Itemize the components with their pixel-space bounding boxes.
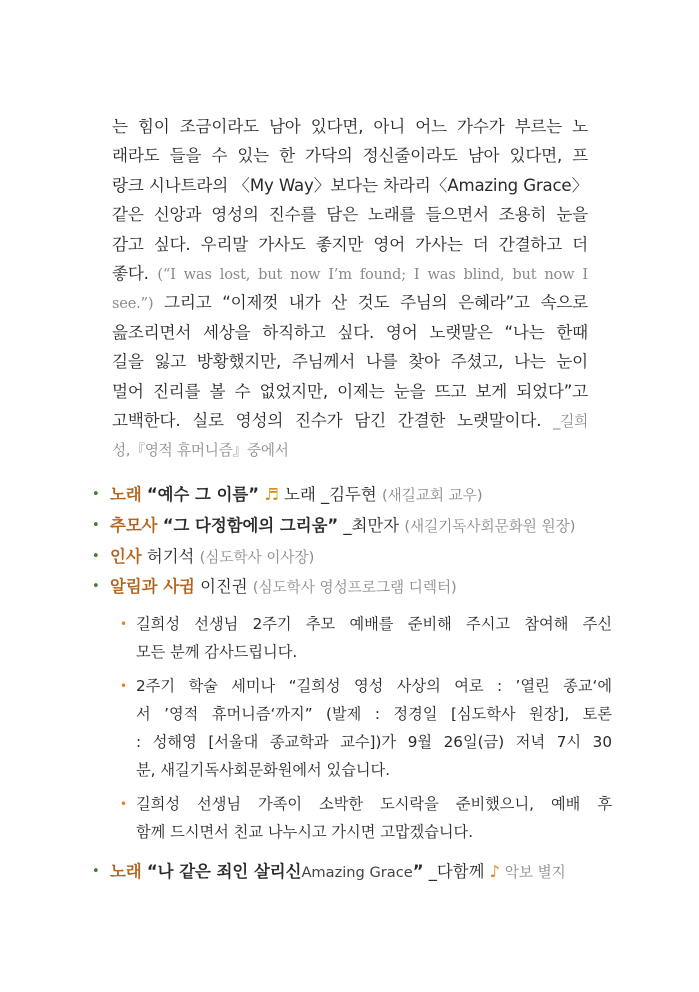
passage-line — [112, 259, 588, 288]
passage-line: 같은 신앙과 영성의 진수를 담은 노래를 들으면서 조용히 눈을 — [112, 205, 588, 225]
item-label: 인사 — [110, 546, 142, 566]
announcement-item — [120, 610, 612, 666]
item-performer: _최만자 — [338, 515, 405, 535]
announcement-list — [92, 610, 612, 846]
item-label: 추모사 — [110, 515, 158, 535]
passage-line: 감고 싶다. 우리말 가사도 좋지만 영어 가사는 더 간결하고 더 — [112, 234, 588, 254]
passage-text: 좋다. — [112, 263, 158, 283]
citation: _길희 — [553, 412, 588, 430]
announcement-line: 분, 새길기독사회문화원에서 있습니다. — [136, 761, 391, 780]
passage-line: 읊조리면서 세상을 하직하고 싶다. 영어 노랫말은 “나는 한때 — [112, 322, 588, 342]
passage-text: 그리고 “이제껏 내가 산 것도 주님의 은혜라”고 속으로 — [153, 293, 588, 313]
item-performer: 이진권 — [194, 577, 253, 597]
program-item-announcements — [92, 573, 612, 604]
item-note: (심도학사 이사장) — [199, 548, 315, 566]
item-note: (새길교회 교우) — [381, 487, 483, 504]
passage-line — [112, 406, 588, 435]
passage-line: 는 힘이 조금이라도 남아 있다면, 아니 어느 가수가 부르는 노 — [112, 117, 588, 136]
announcement-line: 서 ’영적 휴머니즘‘까지” (발제 : 정경일 [심도학사 원장], 토론 — [136, 705, 612, 724]
program-list — [92, 481, 612, 889]
passage-line — [112, 435, 588, 464]
passage — [112, 112, 588, 465]
announcement-item — [120, 672, 612, 784]
item-label: 노래 — [110, 862, 142, 882]
item-title-end: ” — [412, 862, 424, 882]
item-label: 노래 — [110, 485, 142, 504]
music-note-icon: ♬ — [264, 485, 279, 504]
program-item-eulogy — [92, 512, 612, 543]
passage-line: 래라도 들을 수 있는 한 가닥의 정신줄이라도 남아 있다면, 프 — [112, 146, 588, 166]
item-title: “나 같은 죄인 살리신 — [146, 862, 302, 882]
item-note: (새길기독사회문화원 원장) — [404, 517, 576, 535]
item-performer: 허기석 — [141, 546, 200, 566]
passage-line: 길을 잃고 방황했지만, 주님께서 나를 찾아 주셨고, 나는 눈이 — [112, 352, 588, 372]
item-performer: _다함께 — [423, 862, 490, 882]
announcement-line: 길희성 선생님 가족이 소박한 도시락을 준비했으니, 예배 후 — [136, 795, 612, 814]
announcement-line: 모든 분께 감사드립니다. — [136, 643, 298, 662]
passage-line — [112, 288, 588, 317]
item-title: “그 다정함에의 그리움” — [162, 515, 339, 535]
passage-line: 랑크 시나트라의 〈My Way〉보다는 차라리〈Amazing Grace〉 — [112, 175, 588, 195]
announcement-line: 함께 드시면서 친교 나누시고 가시면 고맙겠습니다. — [136, 823, 474, 842]
bullet-icon: • — [92, 548, 100, 564]
passage-text: 고백한다. 실로 영성의 진수가 담긴 간결한 노랫말이다. — [112, 410, 554, 430]
bullet-icon: • — [92, 579, 100, 595]
item-title-english: Amazing Grace — [301, 864, 413, 882]
english-lyrics: (“I was lost, but now I’m found; I was blind, but now I — [157, 265, 588, 283]
sub-bullet-icon: • — [120, 797, 128, 812]
announcement-item — [120, 790, 612, 846]
program-item-song — [92, 481, 612, 512]
item-performer: 노래 _김두현 — [278, 485, 382, 504]
item-label: 알림과 사귐 — [110, 577, 195, 597]
announcement-line: 2주기 학술 세미나 “길희성 영성 사상의 여로 : ’열린 종교‘에 — [136, 677, 612, 696]
announcement-line: 길희성 선생님 2주기 추모 예배를 준비해 주시고 참여해 주신 — [136, 615, 612, 634]
citation: 성,『영적 휴머니즘』중에서 — [112, 442, 289, 460]
bullet-icon: • — [92, 517, 100, 533]
bullet-icon: • — [92, 487, 100, 502]
sub-bullet-icon: • — [120, 617, 128, 632]
sub-bullet-icon: • — [120, 679, 128, 694]
music-note-icon: ♪ — [489, 862, 501, 882]
bullet-icon: • — [92, 864, 100, 880]
item-title: “예수 그 이름” — [146, 485, 260, 504]
item-note: 악보 별지 — [500, 864, 566, 882]
passage-line: 멀어 진리를 볼 수 없었지만, 이제는 눈을 뜨고 보게 되었다”고 — [112, 381, 588, 401]
program-item-closing-song — [92, 858, 612, 889]
english-lyrics: see.”) — [112, 295, 154, 313]
program-item-greeting — [92, 543, 612, 574]
item-note: (심도학사 영성프로그램 디렉터) — [252, 579, 457, 597]
announcement-line: : 성해영 [서울대 종교학과 교수])가 9월 26일(금) 저녁 7시 30 — [136, 733, 612, 752]
